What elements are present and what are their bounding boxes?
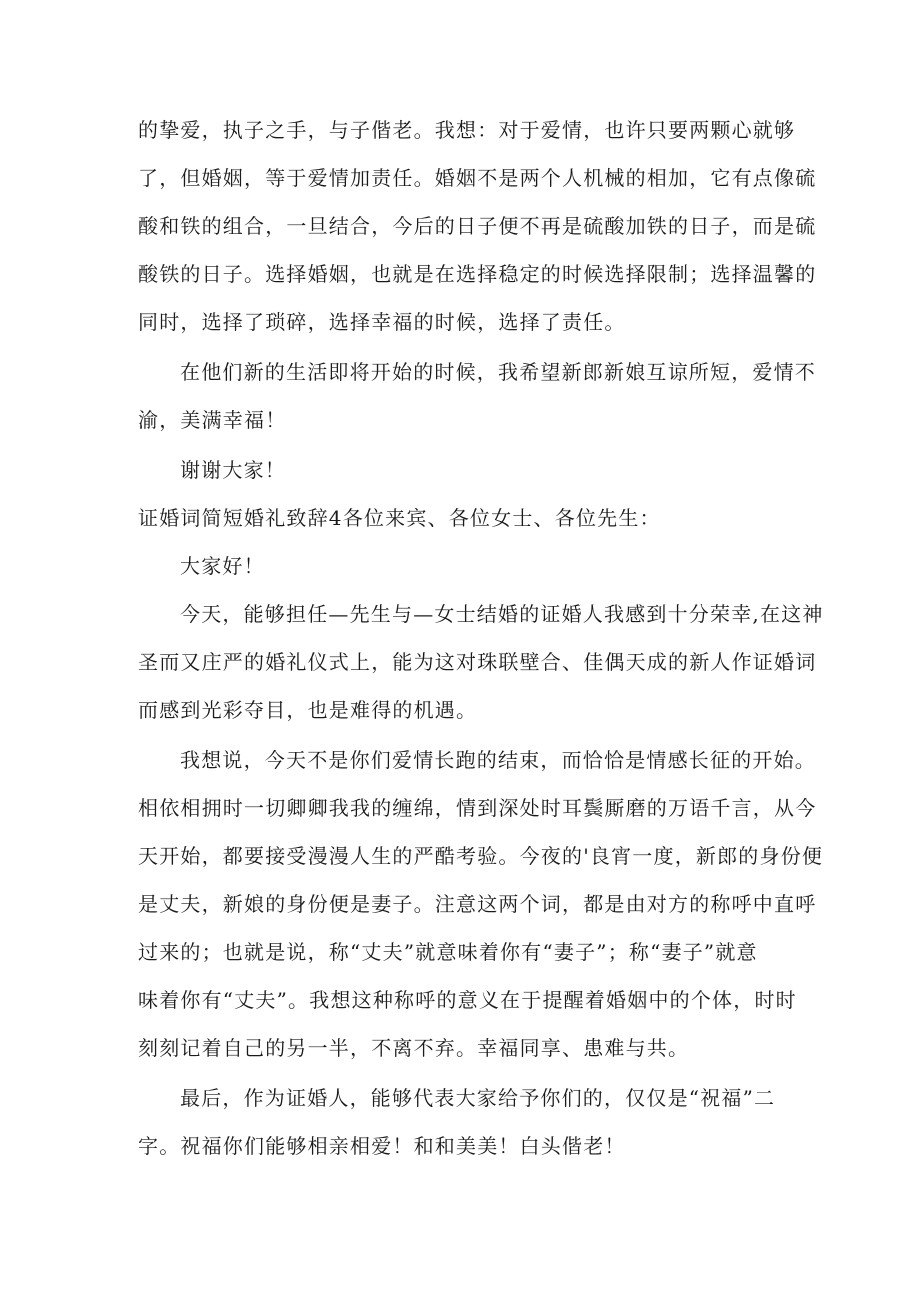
text-line: 而感到光彩夺目，也是难得的机遇。 bbox=[138, 698, 478, 722]
text-line: 酸和铁的组合，一旦结合，今后的日子便不再是硫酸加铁的日子，而是硫 bbox=[138, 214, 817, 238]
text-line: 酸铁的日子。选择婚姻，也就是在选择稳定的时候选择限制；选择温馨的 bbox=[138, 262, 817, 286]
text-line: 了，但婚姻，等于爱情加责任。婚姻不是两个人机械的相加，它有点像硫 bbox=[138, 166, 817, 190]
text-line: 大家好！ bbox=[180, 554, 265, 578]
text-line: 最后，作为证婚人，能够代表大家给予你们的，仅仅是“祝福”二 bbox=[180, 1086, 776, 1110]
text-line: 渝，美满幸福！ bbox=[138, 408, 287, 432]
text-line: 刻刻记着自己的另一半，不离不弃。幸福同享、患难与共。 bbox=[138, 1036, 690, 1060]
text-line: 圣而又庄严的婚礼仪式上，能为这对珠联壁合、佳偶天成的新人作证婚词 bbox=[138, 650, 817, 674]
text-line: 在他们新的生活即将开始的时候，我希望新郎新娘互谅所短，爱情不 bbox=[180, 360, 816, 384]
text-line: 过来的；也就是说，称“丈夫”就意味着你有“妻子”；称“妻子”就意 bbox=[138, 940, 758, 964]
text-line: 今天，能够担任—先生与—女士结婚的证婚人我感到十分荣幸,在这神 bbox=[180, 602, 824, 626]
text-line: 证婚词简短婚礼致辞4各位来宾、各位女士、各位先生： bbox=[138, 506, 661, 530]
text-line: 谢谢大家！ bbox=[180, 458, 286, 482]
text-line: 字。祝福你们能够相亲相爱！和和美美！白头偕老！ bbox=[138, 1134, 626, 1158]
text-line: 天开始，都要接受漫漫人生的严酷考验。今夜的'良宵一度，新郎的身份便 bbox=[138, 844, 824, 868]
text-line: 是丈夫，新娘的身份便是妻子。注意这两个词，都是由对方的称呼中直呼 bbox=[138, 892, 817, 916]
text-line: 相依相拥时一切卿卿我我的缠绵，情到深处时耳鬓厮磨的万语千言，从今 bbox=[138, 796, 817, 820]
text-line: 我想说，今天不是你们爱情长跑的结束，而恰恰是情感长征的开始。 bbox=[180, 748, 816, 772]
text-line: 味着你有“丈夫”。我想这种称呼的意义在于提醒着婚姻中的个体，时时 bbox=[138, 988, 797, 1012]
text-line: 的挚爱，执子之手，与子偕老。我想：对于爱情，也许只要两颗心就够 bbox=[138, 118, 796, 142]
text-line: 同时，选择了琐碎，选择幸福的时候，选择了责任。 bbox=[138, 310, 626, 334]
